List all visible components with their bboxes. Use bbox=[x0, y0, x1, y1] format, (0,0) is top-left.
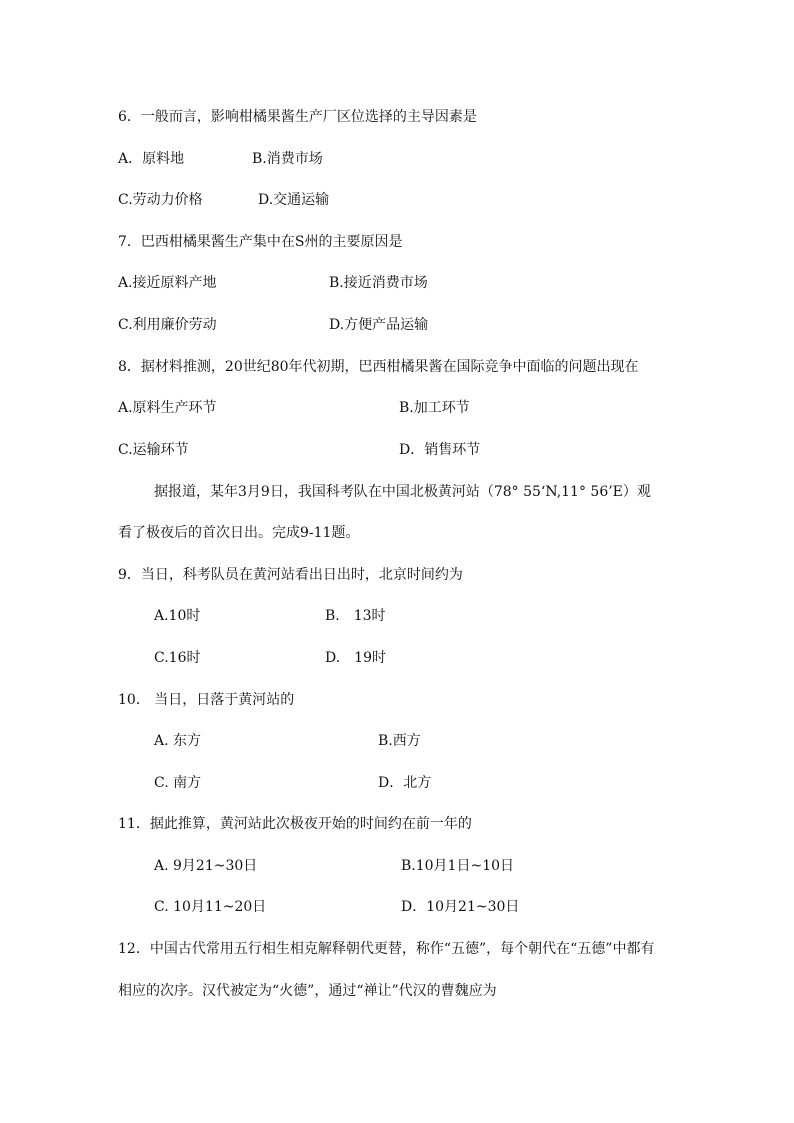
question-7-option-c: C.利用廉价劳动 bbox=[118, 317, 217, 333]
question-10 bbox=[0, 689, 794, 711]
question-7 bbox=[0, 231, 794, 253]
question-6-option-b: B.消费市场 bbox=[252, 151, 323, 167]
question-6-options-row-1 bbox=[0, 148, 794, 170]
question-7-stem: 7．巴西柑橘果酱生产集中在S州的主要原因是 bbox=[118, 234, 403, 250]
question-7-option-a: A.接近原料产地 bbox=[118, 275, 217, 291]
question-9-option-d: D. 19时 bbox=[325, 650, 386, 666]
question-12-line-2 bbox=[0, 980, 794, 1002]
question-12-stem-line-2: 相应的次序。汉代被定为“火德”，通过“禅让”代汉的曹魏应为 bbox=[118, 983, 497, 999]
question-12-stem-line-1: 12．中国古代常用五行相生相克解释朝代更替，称作“五德”，每个朝代在“五德”中都有 bbox=[118, 941, 655, 957]
question-7-options-row-1 bbox=[0, 272, 794, 294]
question-8-option-d: D．销售环节 bbox=[399, 442, 481, 458]
question-11-options-row-1 bbox=[0, 855, 794, 877]
question-8 bbox=[0, 356, 794, 378]
question-11-option-d: D．10月21~30日 bbox=[401, 899, 520, 915]
question-6-option-a: A．原料地 bbox=[118, 151, 185, 167]
question-10-option-d: D．北方 bbox=[378, 775, 432, 791]
question-6-stem: 6．一般而言，影响柑橘果酱生产厂区位选择的主导因素是 bbox=[118, 109, 477, 125]
question-6-option-d: D.交通运输 bbox=[258, 192, 330, 208]
passage-line-1 bbox=[0, 481, 794, 503]
question-8-option-b: B.加工环节 bbox=[399, 400, 470, 416]
passage-line-2 bbox=[0, 522, 794, 544]
question-8-option-c: C.运输环节 bbox=[118, 442, 189, 458]
question-9-option-a: A.10时 bbox=[154, 608, 201, 624]
question-8-option-a: A.原料生产环节 bbox=[118, 400, 217, 416]
question-10-option-c: C. 南方 bbox=[154, 775, 202, 791]
question-7-option-b: B.接近消费市场 bbox=[329, 275, 428, 291]
question-9-option-c: C.16时 bbox=[154, 650, 201, 666]
question-10-stem: 10． 当日，日落于黄河站的 bbox=[118, 692, 295, 708]
question-9-option-b: B. 13时 bbox=[325, 608, 386, 624]
question-9-options-row-2 bbox=[0, 647, 794, 669]
question-11 bbox=[0, 813, 794, 835]
question-7-option-d: D.方便产品运输 bbox=[329, 317, 429, 333]
passage-text-1: 据报道，某年3月9日，我国科考队在中国北极黄河站（78° 55‘N,11° 56’E）观 bbox=[154, 484, 651, 500]
question-8-stem: 8．据材料推测，20世纪80年代初期，巴西柑橘果酱在国际竞争中面临的问题出现在 bbox=[118, 359, 639, 375]
question-11-option-a: A. 9月21~30日 bbox=[154, 858, 258, 874]
question-11-option-b: B.10月1日~10日 bbox=[401, 858, 515, 874]
question-11-options-row-2 bbox=[0, 896, 794, 918]
question-11-stem: 11．据此推算，黄河站此次极夜开始的时间约在前一年的 bbox=[118, 816, 472, 832]
passage-text-2: 看了极夜后的首次日出。完成9-11题。 bbox=[118, 525, 360, 541]
question-7-options-row-2 bbox=[0, 314, 794, 336]
question-9-stem: 9．当日，科考队员在黄河站看出日出时，北京时间约为 bbox=[118, 567, 463, 583]
question-10-options-row-2 bbox=[0, 772, 794, 794]
question-12 bbox=[0, 938, 794, 960]
question-6-option-c: C.劳动力价格 bbox=[118, 192, 203, 208]
question-11-option-c: C. 10月11~20日 bbox=[154, 899, 267, 915]
question-6-options-row-2 bbox=[0, 189, 794, 211]
question-9-options-row-1 bbox=[0, 605, 794, 627]
question-9 bbox=[0, 564, 794, 586]
question-10-option-b: B.西方 bbox=[378, 733, 421, 749]
question-6 bbox=[0, 106, 794, 128]
question-8-options-row-2 bbox=[0, 439, 794, 461]
question-10-options-row-1 bbox=[0, 730, 794, 752]
question-8-options-row-1 bbox=[0, 397, 794, 419]
question-10-option-a: A. 东方 bbox=[154, 733, 202, 749]
